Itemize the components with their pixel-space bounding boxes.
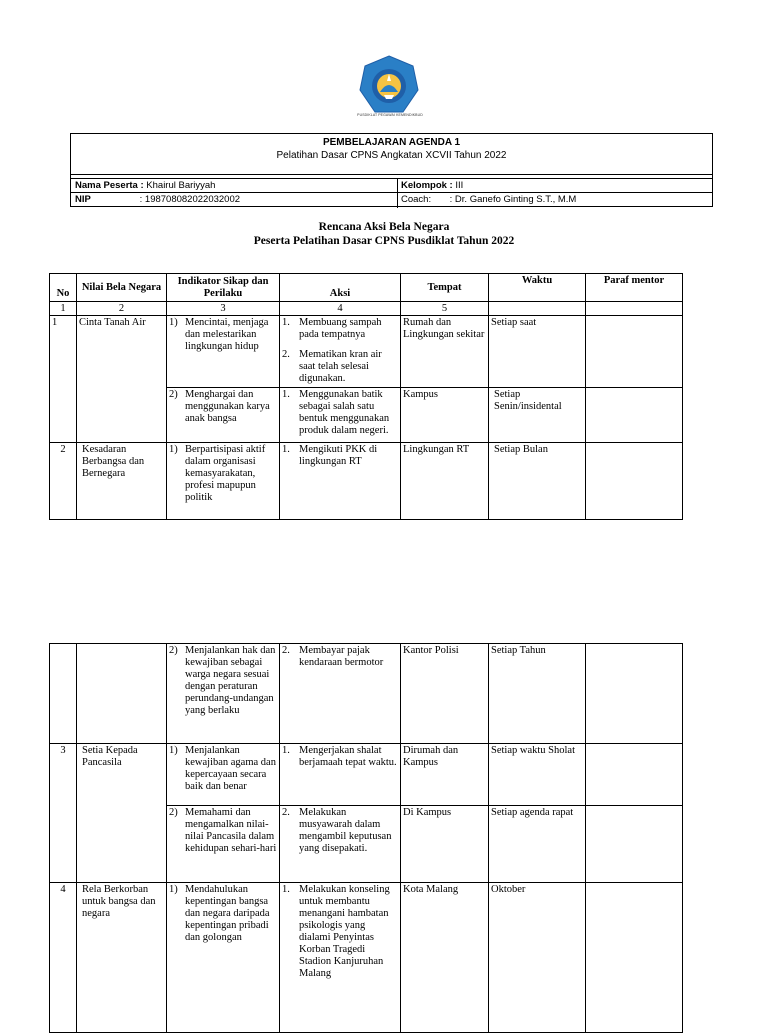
header-aksi: Aksi bbox=[280, 274, 401, 302]
col-number: 4 bbox=[280, 302, 401, 316]
plan-title: Rencana Aksi Bela Negara bbox=[318, 221, 450, 233]
row-tempat: Kampus bbox=[401, 388, 489, 443]
row-nilai: Rela Berkorban untuk bangsa dan negara bbox=[77, 883, 167, 1033]
kelompok-value: III bbox=[455, 180, 464, 191]
table-row bbox=[50, 316, 683, 388]
row-aksi: 1. Mengikuti PKK di lingkungan RT bbox=[280, 443, 401, 520]
row-indikator: 1) Mendahulukan kepentingan bangsa dan negara daripada kepentingan pribadi dan golongan bbox=[167, 883, 280, 1033]
row-nilai: Cinta Tanah Air bbox=[77, 316, 167, 443]
row-tempat: Kantor Polisi bbox=[401, 644, 489, 744]
table-row bbox=[50, 443, 683, 520]
coach-label: Coach: bbox=[401, 194, 432, 205]
row-aksi: 1. Membuang sampah pada tempatnya 2. Mematikan kran air saat telah selesai digunakan. bbox=[280, 316, 401, 388]
row-no: 3 bbox=[50, 744, 77, 883]
row-indikator: 2) Menjalankan hak dan kewajiban sebagai warga negara sesuai dengan peraturan perundang-undangan yang berlaku bbox=[167, 644, 280, 744]
row-no: 4 bbox=[50, 883, 77, 1033]
agenda-subtitle: Pelatihan Dasar CPNS Angkatan XCVII Tahun 2022 bbox=[276, 150, 507, 161]
col-number: 5 bbox=[401, 302, 489, 316]
row-tempat: Lingkungan RT bbox=[401, 443, 489, 520]
action-plan-table bbox=[49, 273, 683, 520]
row-indikator: 2) Menghargai dan menggunakan karya anak bangsa bbox=[167, 388, 280, 443]
row-waktu: Setiap saat bbox=[489, 316, 586, 388]
row-no: 1 bbox=[50, 316, 77, 443]
row-nilai bbox=[77, 644, 167, 744]
row-aksi: 1. Menggunakan batik sebagai salah satu bentuk menggunakan produk dalam negeri. bbox=[280, 388, 401, 443]
col-number: 1 bbox=[50, 302, 77, 316]
kemendikbud-logo-icon bbox=[358, 54, 420, 120]
row-paraf bbox=[586, 883, 683, 1033]
nip-label: NIP bbox=[75, 194, 91, 205]
kelompok-label: Kelompok : bbox=[401, 180, 453, 191]
col-number: 3 bbox=[167, 302, 280, 316]
row-paraf bbox=[586, 316, 683, 388]
row-paraf bbox=[586, 806, 683, 883]
row-no: 2 bbox=[50, 443, 77, 520]
col-number: 2 bbox=[77, 302, 167, 316]
row-waktu: Setiap Bulan bbox=[489, 443, 586, 520]
action-plan-table-continued bbox=[49, 643, 683, 1033]
row-paraf bbox=[586, 388, 683, 443]
column-number-row bbox=[50, 302, 683, 316]
col-number bbox=[489, 302, 586, 316]
row-nilai: Setia Kepada Pancasila bbox=[77, 744, 167, 883]
row-tempat: Rumah dan Lingkungan sekitar bbox=[401, 316, 489, 388]
row-paraf bbox=[586, 443, 683, 520]
row-paraf bbox=[586, 744, 683, 806]
header-indikator: Indikator Sikap dan Perilaku bbox=[167, 274, 280, 302]
row-waktu: Oktober bbox=[489, 883, 586, 1033]
row-waktu: Setiap waktu Sholat bbox=[489, 744, 586, 806]
header-row-nip bbox=[71, 193, 712, 207]
row-tempat: Kota Malang bbox=[401, 883, 489, 1033]
row-aksi: 1. Melakukan konseling untuk membantu menangani hambatan psikologis yang dialami Penyintas Korban Tragedi Stadion Kanjuruhan Malang bbox=[280, 883, 401, 1033]
table-header-row bbox=[50, 274, 683, 302]
header-paraf: Paraf mentor bbox=[586, 274, 683, 302]
row-indikator: 2) Memahami dan mengamalkan nilai- nilai Pancasila dalam kehidupan sehari-hari bbox=[167, 806, 280, 883]
row-waktu: Setiap agenda rapat bbox=[489, 806, 586, 883]
col-number bbox=[586, 302, 683, 316]
table-row bbox=[50, 744, 683, 806]
plan-subtitle: Peserta Pelatihan Dasar CPNS Pusdiklat Tahun 2022 bbox=[253, 235, 515, 247]
header-tempat: Tempat bbox=[401, 274, 489, 302]
header-nilai: Nilai Bela Negara bbox=[77, 274, 167, 302]
row-aksi: 2. Membayar pajak kendaraan bermotor bbox=[280, 644, 401, 744]
agenda-title: PEMBELAJARAN AGENDA 1 bbox=[322, 137, 461, 148]
row-aksi: 1. Mengerjakan shalat berjamaah tepat waktu. bbox=[280, 744, 401, 806]
logo-caption: PUSDIKLAT PEGAWAI KEMENDIKBUD bbox=[357, 113, 423, 117]
row-indikator: 1) Mencintai, menjaga dan melestarikan lingkungan hidup bbox=[167, 316, 280, 388]
header-no: No bbox=[50, 274, 77, 302]
header-box bbox=[70, 133, 713, 207]
nama-label: Nama Peserta : bbox=[75, 180, 144, 191]
row-no bbox=[50, 644, 77, 744]
coach-value: : Dr. Ganefo Ginting S.T., M.M bbox=[449, 194, 577, 205]
row-waktu: Setiap Senin/insidental bbox=[489, 388, 586, 443]
row-aksi: 2. Melakukan musyawarah dalam mengambil keputusan yang disepakati. bbox=[280, 806, 401, 883]
table-row bbox=[50, 644, 683, 744]
row-indikator: 1) Menjalankan kewajiban agama dan kepercayaan secara baik dan benar bbox=[167, 744, 280, 806]
row-paraf bbox=[586, 644, 683, 744]
table-row bbox=[50, 883, 683, 1033]
row-tempat: Dirumah dan Kampus bbox=[401, 744, 489, 806]
header-waktu: Waktu bbox=[489, 274, 586, 302]
row-waktu: Setiap Tahun bbox=[489, 644, 586, 744]
row-nilai: Kesadaran Berbangsa dan Bernegara bbox=[77, 443, 167, 520]
nama-value: Khairul Bariyyah bbox=[146, 180, 216, 191]
row-indikator: 1) Berpartisipasi aktif dalam organisasi kemasyarakatan, profesi mapupun politik bbox=[167, 443, 280, 520]
header-row-nama bbox=[71, 179, 712, 193]
row-tempat: Di Kampus bbox=[401, 806, 489, 883]
nip-value: : 198708082022032002 bbox=[139, 194, 241, 205]
